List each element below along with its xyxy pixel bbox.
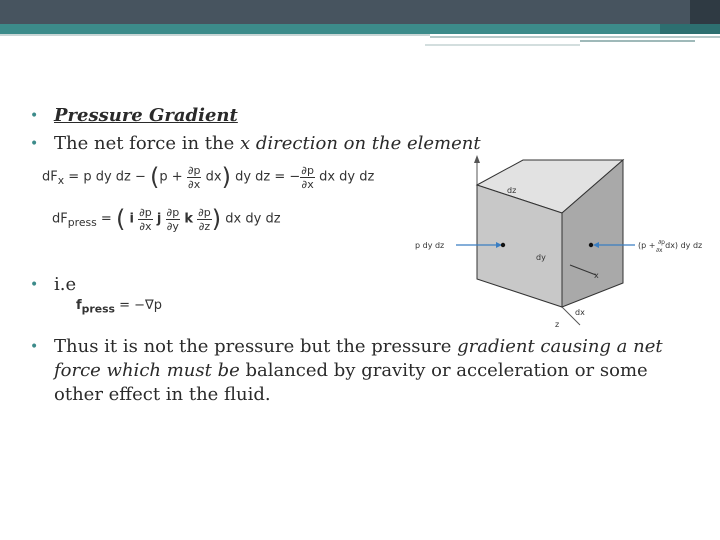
label-left-force: p dy dz [415,241,445,250]
equation-force-x: $dF_x = p$ dy dz − (p + $\frac{\partial p}{\partial x}$ dx) dy dz = − $\frac{\partial p}{\partial x}$ dx dy dz [42,163,375,191]
eq-lhs-sub: x [57,174,65,188]
bullet-text: i.e [54,274,77,295]
header-stripe-accent [660,24,720,34]
eq-text: dx dy dz [221,211,281,227]
bullet-text-italic: gradient causing a net force which must be [54,336,663,381]
bullet-text: Pressure Gradient [54,105,238,126]
bullet-text-plain: balanced by gravity or acceleration or some other effect in the fluid. [54,360,648,405]
eq-lhs: dF [52,211,68,227]
label-z: z [555,320,560,329]
header-rule [425,44,580,46]
eq-text: = −∇p [114,298,162,313]
bullet-dot: • [30,277,39,293]
bullet-text-plain: Thus it is not the pressure but the pressure [54,336,458,357]
label-dy: dy [536,253,546,262]
bullet-dot: • [30,108,39,124]
eq-text: = [96,211,116,227]
eq-unit-k: k [184,211,193,227]
header-rule [0,34,430,36]
eq-fraction: $\frac{\partial p}{\partial z}$ [198,205,211,233]
bullet-text [54,335,694,407]
bullet-text [54,132,481,156]
header-stripe [0,24,720,34]
eq-lhs-sub: press [67,216,97,230]
header-bar-accent [690,0,720,24]
eq-fraction: $\frac{\partial p}{\partial x}$ [187,163,201,191]
eq-fraction: $\frac{\partial p}{\partial x}$ [301,163,314,191]
label-dz: dz [507,186,517,195]
label-x: x [594,271,599,280]
eq-unit-j: j [156,211,162,227]
eq-fraction: $\frac{\partial p}{\partial y}$ [166,205,180,233]
label-right-force: (p + $^{\partial p}$ ∂x dx) dy dz [638,239,703,254]
bullet-dot: • [30,136,39,152]
eq-lhs: dF [42,169,58,185]
equation-force-press: $dF_{press}$ = ( i $\frac{\partial p}{\partial x}$ j $\frac{\partial p}{\partial y}$ k $\frac{\partial p}{\partial z}$ ) dx dy dz [52,205,281,233]
header-rule [430,36,720,38]
bullet-dot: • [30,339,39,355]
label-dx: dx [575,308,585,317]
bullet-text-italic: x direction on the element [240,133,481,154]
eq-unit-i: i [129,211,134,227]
eq-text: dx [201,169,222,185]
fluid-element-diagram [410,155,715,333]
eq-lhs: f [76,298,82,313]
bullet-text-plain: The net force in the [54,133,241,154]
equation-gradient [76,298,162,316]
eq-text: dx dy dz [314,169,375,185]
eq-lhs-sub: press [81,302,115,316]
header-bar [0,0,720,24]
eq-text: p + [159,169,187,185]
eq-text: dy dz = − [230,169,301,185]
header-rule [580,40,695,42]
eq-text: = p dy dz − [64,169,151,185]
eq-fraction: $\frac{\partial p}{\partial x}$ [139,205,152,233]
